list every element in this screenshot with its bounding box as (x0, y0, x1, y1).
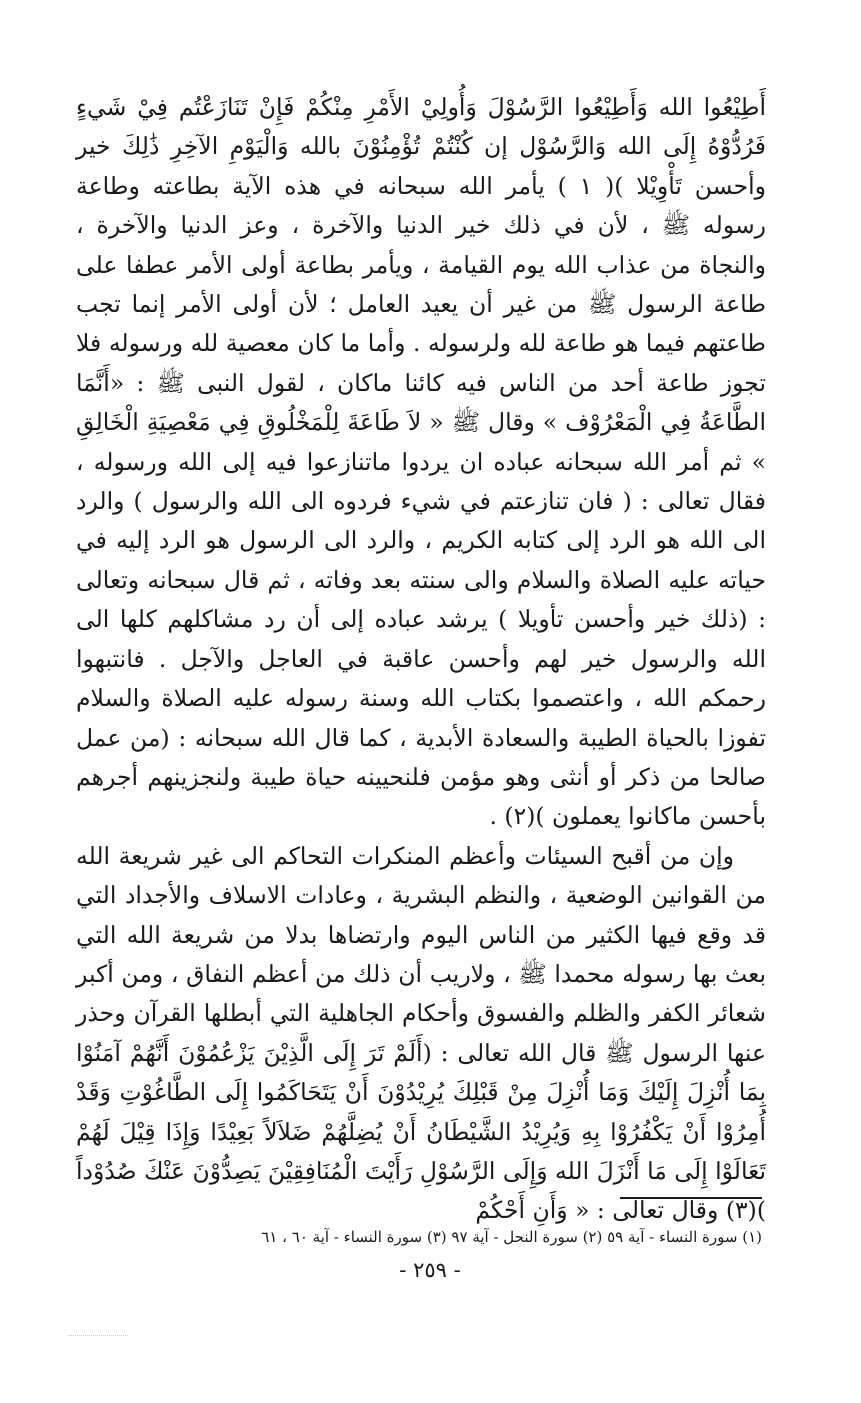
main-text-block (76, 88, 766, 1231)
scan-artifact (68, 1335, 128, 1336)
footnotes: (١) سورة النساء - آية ٥٩ (٢) سورة النحل - آية ٩٧ (٣) سورة النساء - آية ٦٠ ، ٦١ (261, 1228, 762, 1246)
paragraph-2-text: وإن من أقبح السيئات وأعظم المنكرات التحاكم الى غير شريعة الله من القوانين الوضعية ، والنظم البشرية ، وعادات الاسلاف والأجداد التي قد وقع فيها الكثير من الناس اليوم وارتضاها بدلا من شريعة الله التي بعث بها رسوله محمدا ﷺ ، ولاريب أن ذلك من أعظم النفاق ، ومن أكبر شعائر الكفر والظلم والفسوق وأحكام الجاهلية التي أبطلها القرآن وحذر عنها الرسول ﷺ قال الله تعالى : (أَلَمْ تَرَ إِلَى الَّذِيْنَ يَزْعُمُوْنَ أَنَّهُمْ آمَنُوْا بِمَا أُنْزِلَ إِلَيْكَ وَمَا أُنْزِلَ مِنْ قَبْلِكَ يُرِيْدُوْنَ أَنْ يَتَحَاكَمُوا إِلَى الطَّاغُوْتِ وَقَدْ أُمِرُوْا أَنْ يَكْفُرُوْا بِهِ وَيُرِيْدُ الشَّيْطَانُ أَنْ يُضِلَّهُمْ ضَلاَلاً بَعِيْدًا وَإِذَا قِيْلَ لَهُمْ تَعَالَوْا إِلَى مَا أَنْزَلَ الله وَإِلَى الرَّسُوْلِ رَأَيْتَ الْمُنَافِقِيْنَ يَصِدُّوْنَ عَنْكَ صُدُوْداً )(٣) وقال تعالى : « وَأَنِ أَحْكُمْ (76, 841, 766, 1225)
paragraph-1 (76, 88, 766, 837)
footnote-separator-line (620, 1197, 762, 1199)
paragraph-2 (76, 837, 766, 1231)
page-number: - ٢٥٩ - (399, 1258, 461, 1282)
paragraph-1-text: أَطِيْعُوا الله وَأَطِيْعُوا الرَّسُوْلَ وَأُولِيْ الأَمْرِ مِنْكُمْ فَإِنْ تَنَازَعْتُم فِيْ شَيءٍ فَرُدُّوْهُ إِلَى الله وَالرَّسُوْل إن كُنْتُمْ تُؤْمِنُوْنَ بالله وَالْيَوْمِ الآخِرِ ذَٰلِكَ خير وأحسن تَأْوِيْلا )( ١ ) يأمر الله سبحانه في هذه الآية بطاعته وطاعة رسوله ﷺ ، لأن في ذلك خير الدنيا والآخرة ، وعز الدنيا والآخرة ، والنجاة من عذاب الله يوم القيامة ، ويأمر بطاعة أولى الأمر عطفا على طاعة الرسول ﷺ من غير أن يعيد العامل ؛ لأن أولى الأمر إنما تجب طاعتهم فيما هو طاعة لله ولرسوله . وأما ما كان معصية لله ورسوله فلا تجوز طاعة أحد من الناس فيه كائنا ماكان ، لقول النبى ﷺ : «أَنَّمَا الطَّاعَةُ فِي الْمَعْرُوْف » وقال ﷺ « لاَ طَاعَةَ لِلْمَخْلُوقِ فِي مَعْصِيَةِ الْخَالِقِ » ثم أمر الله سبحانه عباده ان يردوا ماتنازعوا فيه إلى الله ورسوله ، فقال تعالى : ( فان تنازعتم في شيء فردوه الى الله والرسول ) والرد الى الله هو الرد إلى كتابه الكريم ، والرد الى الرسول هو الرد إليه في حياته عليه الصلاة والسلام والى سنته بعد وفاته ، ثم قال سبحانه وتعالى : (ذلك خير وأحسن تأويلا ) يرشد عباده إلى أن رد مشاكلهم كلها الى الله والرسول خير لهم وأحسن عاقبة في العاجل والآجل . فانتبهوا رحمكم الله ، واعتصموا بكتاب الله وسنة رسوله عليه الصلاة والسلام تفوزا بالحياة الطيبة والسعادة الأبدية ، كما قال الله سبحانه : (من عمل صالحا من ذكر أو أنثى وهو مؤمن فلنحيينه حياة طيبة ولنجزينهم أجرهم بأحسن ماكانوا يعملون )(٢) . (76, 93, 766, 831)
